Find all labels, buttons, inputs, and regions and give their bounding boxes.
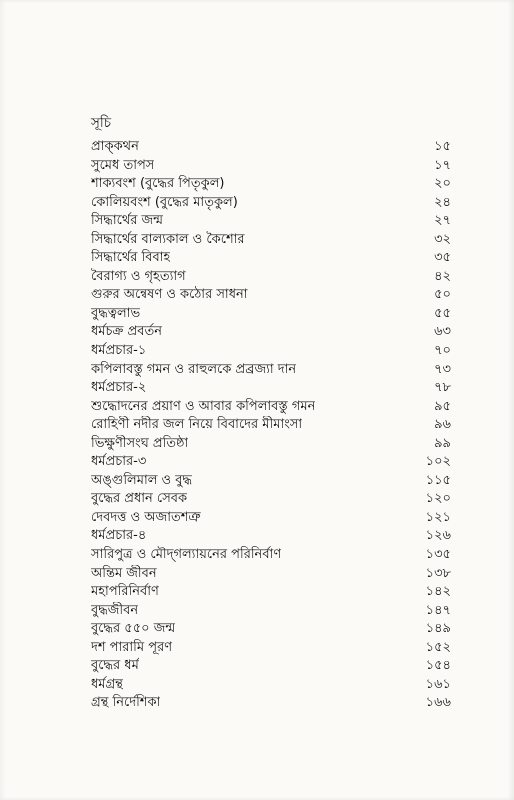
toc-entry-title: রোহিণী নদীর জল নিয়ে বিবাদের মীমাংসা xyxy=(91,417,303,433)
toc-entry xyxy=(91,657,451,676)
toc-entry xyxy=(91,416,451,435)
toc-entry-page: ১১৫ xyxy=(425,472,451,488)
toc-entry-title: প্রাক্‌কথন xyxy=(91,139,139,154)
toc-entry xyxy=(91,323,451,342)
toc-entry-title: দেবদত্ত ও অজাতশত্রু xyxy=(91,509,201,525)
toc-entry xyxy=(91,509,451,528)
toc-entry xyxy=(91,546,451,565)
toc-entry xyxy=(91,231,451,250)
toc-entry-page: ৩৫ xyxy=(434,250,451,266)
toc-entry-title: কপিলাবস্তু গমন ও রাহুলকে প্রব্রজ্যা দান xyxy=(91,361,297,377)
toc-entry-title: সিদ্ধার্থের জন্ম xyxy=(91,213,164,229)
toc-entry xyxy=(91,602,451,621)
toc-entry xyxy=(91,342,451,361)
toc-entry-page: ১৩৮ xyxy=(425,565,451,581)
toc-entry-page: ৭০ xyxy=(434,343,451,359)
toc-entry-page: ১২১ xyxy=(425,509,451,525)
toc-entry-page: ৩২ xyxy=(434,231,451,247)
toc-entry-title: সারিপুত্র ও মৌদ্‌গল্যায়নের পরিনির্বাণ xyxy=(91,547,282,563)
toc-entry-page: ১৬৬ xyxy=(425,695,451,711)
toc-entry-page: ১২০ xyxy=(425,491,451,507)
toc-entry xyxy=(91,639,451,658)
toc-entry xyxy=(91,453,451,472)
toc-entry-title: সুমেধ তাপস xyxy=(91,157,155,173)
toc-entry-page: ১০২ xyxy=(425,454,451,470)
toc-entry-page: ৯৯ xyxy=(434,435,451,451)
toc-entry xyxy=(91,286,451,305)
toc-entry-page: ২৭ xyxy=(434,213,451,229)
toc-entry-title: ধর্মগ্রন্থ xyxy=(91,676,123,692)
toc-entry-page: ২০ xyxy=(434,176,451,192)
toc-entry xyxy=(91,157,451,176)
toc-entry-title: শুদ্ধোদনের প্রয়াণ ও আবার কপিলাবস্তু গমন xyxy=(91,398,316,414)
toc-entry-title: মহাপরিনির্বাণ xyxy=(91,584,159,600)
toc-entry xyxy=(91,620,451,639)
toc-entry-page: ৫০ xyxy=(434,287,451,303)
toc-entry-page: ৬৩ xyxy=(434,324,451,340)
toc-entry xyxy=(91,435,451,454)
toc-entry xyxy=(91,398,451,417)
toc-entry-title: অঙ্গুলিমাল ও বুদ্ধ xyxy=(91,472,193,488)
toc-entry-page: ৭৩ xyxy=(434,361,451,377)
toc-entry-page: ১৪৭ xyxy=(425,602,451,618)
toc-entry-title: বুদ্ধজীবন xyxy=(91,602,139,618)
toc-entry-title: ধর্মপ্রচার-১ xyxy=(91,343,147,359)
toc-entry-page: ২৪ xyxy=(434,194,451,210)
toc-entry xyxy=(91,175,451,194)
toc-entry-page: ৪২ xyxy=(434,268,451,284)
toc-entry-page: ১৫২ xyxy=(425,639,451,655)
toc-entry xyxy=(91,268,451,287)
toc-entry-page: ১৪২ xyxy=(425,584,451,600)
toc-entry-title: বৈরাগ্য ও গৃহত্যাগ xyxy=(91,268,186,284)
toc-entry-page: ৭৮ xyxy=(434,380,451,396)
toc-entry xyxy=(91,472,451,491)
toc-entry-page: ১২৬ xyxy=(425,528,451,544)
toc-entry-title: বুদ্ধের ধর্ম xyxy=(91,658,139,674)
toc-entry-title: গুরুর অন্বেষণ ও কঠোর সাধনা xyxy=(91,287,248,303)
toc-entry-page: ৯৫ xyxy=(434,398,451,414)
toc-entry xyxy=(91,527,451,546)
toc-entry xyxy=(91,361,451,380)
toc-entry-title: ধর্মপ্রচার-২ xyxy=(91,380,147,396)
toc-entry-title: শাক্যবংশ (বুদ্ধের পিতৃকুল) xyxy=(91,176,225,192)
toc-entry xyxy=(91,490,451,509)
toc-entry-page: ১৭ xyxy=(434,157,451,173)
toc-entry xyxy=(91,565,451,584)
toc-entry xyxy=(91,583,451,602)
toc-entry-title: দশ পারামি পূরণ xyxy=(91,639,173,655)
toc-entry-page: ৯৬ xyxy=(434,417,451,433)
toc-entry-title: সিদ্ধার্থের বাল্যকাল ও কৈশোর xyxy=(91,231,245,247)
toc-entry-page: ১৪৯ xyxy=(425,621,451,637)
toc-entry-title: গ্রন্থ নির্দেশিকা xyxy=(91,695,161,711)
toc-entry xyxy=(91,249,451,268)
toc-entry xyxy=(91,138,451,157)
toc-entry-title: বুদ্ধের প্রধান সেবক xyxy=(91,491,188,507)
toc-entry-page: ১৩৫ xyxy=(425,547,451,563)
toc-entry-title: বুদ্ধত্বলাভ xyxy=(91,305,141,321)
toc-entry xyxy=(91,676,451,695)
toc-entry xyxy=(91,694,451,713)
toc-entry-title: ভিক্ষুণীসংঘ প্রতিষ্ঠা xyxy=(91,435,189,451)
toc-entry xyxy=(91,379,451,398)
toc-entry-page: ১৬১ xyxy=(425,676,451,692)
table-of-contents xyxy=(91,138,451,713)
toc-entry-title: ধর্মচক্র প্রবর্তন xyxy=(91,324,162,340)
toc-entry-title: বুদ্ধের ৫৫০ জন্ম xyxy=(91,621,176,637)
toc-entry-title: কোলিয়বংশ (বুদ্ধের মাতৃকুল) xyxy=(91,194,238,210)
toc-entry-title: ধর্মপ্রচার-৩ xyxy=(91,454,147,470)
toc-entry xyxy=(91,212,451,231)
toc-heading: সূচি xyxy=(91,115,112,131)
toc-entry-page: ১৫ xyxy=(434,139,451,154)
toc-entry-title: অন্তিম জীবন xyxy=(91,565,157,581)
toc-entry-page: ৫৫ xyxy=(434,305,451,321)
toc-entry-title: সিদ্ধার্থের বিবাহ xyxy=(91,250,171,266)
toc-entry-title: ধর্মপ্রচার-৪ xyxy=(91,528,147,544)
toc-entry xyxy=(91,194,451,213)
toc-entry xyxy=(91,305,451,324)
toc-entry-page: ১৫৪ xyxy=(425,658,451,674)
